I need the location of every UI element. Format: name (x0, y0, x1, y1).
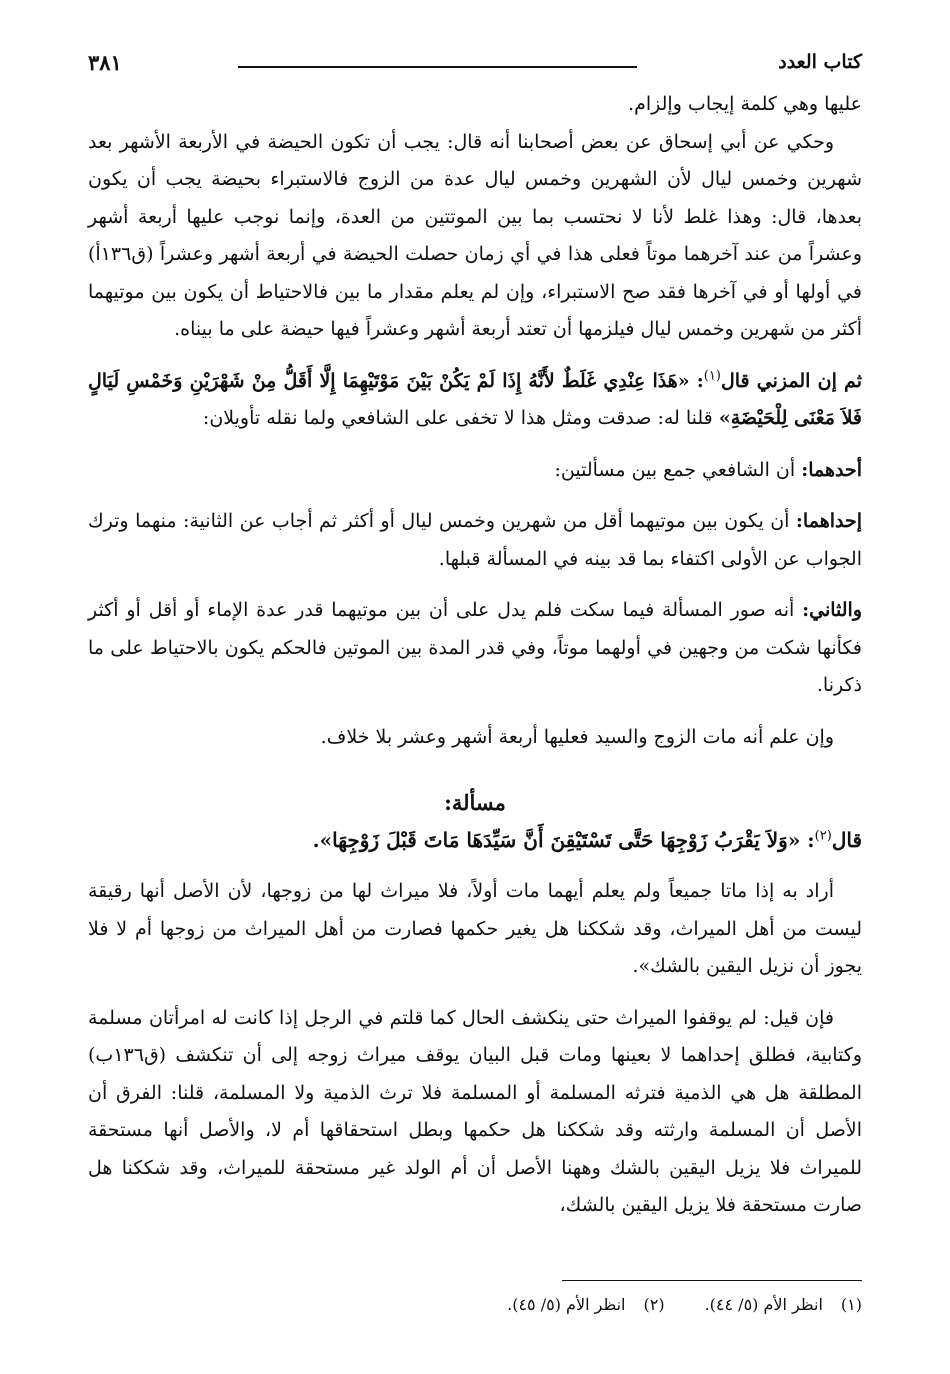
footnote-ref-1: (١) (703, 368, 721, 384)
footnotes (88, 1292, 862, 1318)
section-heading: مسألة: (444, 790, 506, 815)
paragraph-abu-ishaq: وحكي عن أبي إسحاق عن بعض أصحابنا أنه قال: يجب أن تكون الحيضة في الأربعة الأشهر بعد شهرين وخمس ليال لأن الشهرين وخمس ليال عدة من الزوج فالاستبراء بحيضة يجب أن يكون بعدها، قال: وهذا غلط لأنا لا نحتسب بما بين الموتتين من العدة، وإنما نوجب عليها أربعة أشهر وعشراً من عند آخرهما موتاً فعلى هذا في أي زمان حصلت الحيضة في أربعة أشهر وعشراً (ق١٣٦أ) في أولها أو في آخرها فقد صح الاستبراء، وإن لم يعلم مقدار ما بين فالاحتياط أن يكون بين موتيهما أكثر من شهرين وخمس ليال فيلزمها أن تعتد أربعة أشهر وعشراً فيها حيضة على ما بيناه. (88, 130, 862, 340)
section-quote (88, 822, 862, 860)
header-rule (238, 66, 637, 68)
footnote-text: انظر الأم (٥/ ٤٤). (704, 1295, 823, 1314)
footnote-number: (٢) (643, 1295, 665, 1314)
paragraph-first-interpretation: أحدهما: أن الشافعي جمع بين مسألتين: (554, 458, 862, 481)
running-title: كتاب العدد (778, 51, 862, 73)
paragraph-lead: ثم إن المزني قال (720, 369, 862, 392)
footnote-ref-2: (٢) (814, 827, 832, 843)
footnote-2 (507, 1292, 664, 1318)
paragraph-muzani: ثم إن المزني قال$^{(١)}$: «هَذَا عِنْدِي غَلَطٌ لأَنَّهُ إِذَا لَمْ يَكُنْ بَيْنَ مَوْتَيْهِمَا إِلَّا أَقَلُّ مِنْ شَهْرَيْنِ وَخَمْسِ لَيَالٍ فَلاَ مَعْنَى لِلْحَيْضَةِ» قلنا له: صدقت ومثل هذا لا تخفى على الشافعي ولما نقله تأويلان: (88, 368, 862, 429)
paragraph-known-death: وإن علم أنه مات الزوج والسيد فعليها أربعة أشهر وعشر بلا خلاف. (320, 725, 834, 748)
footnote-divider (562, 1280, 862, 1281)
quoted-text: : «هَذَا عِنْدِي غَلَطٌ لأَنَّهُ إِذَا لَمْ يَكُنْ بَيْنَ مَوْتَيْهِمَا إِلَّا أَقَلُّ مِنْ شَهْرَيْنِ وَخَمْسِ لَيَالٍ فَلاَ مَعْنَى لِلْحَيْضَةِ» (88, 369, 862, 429)
footnote-number: (١) (840, 1295, 862, 1314)
paragraph-objection: فإن قيل: لم يوقفوا الميراث حتى ينكشف الحال كما قلتم في الرجل إذا كانت له امرأتان مسلمة وكتابية، فطلق إحداهما لا بعينها ومات قبل البيان يوقف ميراث زوجه إلى أن تنكشف (ق١٣٦ب) المطلقة هل هي الذمية فترثه المسلمة أو المسلمة فلا ترث الذمية ولا المسلمة، قلنا: الفرق أن الأصل أن المسلمة وارثته وقد شككنا هل حكمها وبطل استحقاقها أم لا، والأصل أنها مستحقة للميراث فلا يزيل اليقين بالشك وههنا الأصل أن أم الولد غير مستحقة للميراث، وقد شككنا هل صارت مستحقة فلا يزيل اليقين بالشك، (88, 1006, 862, 1216)
paragraph-lead: أحدهما: (801, 458, 862, 481)
quoted-text: : «وَلاَ يَقْرَبُ زَوْجِهَا حَتَّى تَسْتَيْقِنَ أَنَّ سَيِّدَهَا مَاتَ قَبْلَ زَوْجِهَا». (312, 827, 815, 852)
main-text (88, 86, 862, 1225)
paragraph-lead: قال (831, 827, 862, 852)
running-header (88, 42, 862, 82)
paragraph-lead: إحداهما: (795, 510, 862, 532)
paragraph-second-interpretation: والثاني: أنه صور المسألة فيما سكت فلم يدل على أن بين موتيهما قدر عدة الإماء أو أقل أو أكثر فكأنها شكت من وجهين في أولهما موتاً، وفي قدر المدة بين الموتين فالحكم يكون بالاحتياط على ما ذكرنا. (88, 599, 862, 696)
paragraph-first-case: إحداهما: أن يكون بين موتيهما أقل من شهرين وخمس ليال أو أكثر ثم أجاب عن الثانية: منهما وترك الجواب عن الأولى اكتفاء بما قد بينه في المسألة قبلها. (88, 510, 862, 570)
page-number: ٣٨١ (88, 49, 122, 75)
paragraph-continuation: عليها وهي كلمة إيجاب وإلزام. (628, 93, 862, 115)
paragraph-lead: والثاني: (802, 599, 862, 621)
footnote-text: انظر الأم (٥/ ٤٥). (507, 1295, 626, 1314)
footnote-1 (705, 1292, 862, 1318)
paragraph-meaning: أراد به إذا ماتا جميعاً ولم يعلم أيهما مات أولاً، فلا ميراث لها من زوجها، لأن الأصل أنها رقيقة ليست من أهل الميراث، وقد شككنا هل يغير حكمها فصارت من أهل الميراث من زوجها أم لا فلا يجوز أن نزيل اليقين بالشك». (88, 880, 862, 977)
